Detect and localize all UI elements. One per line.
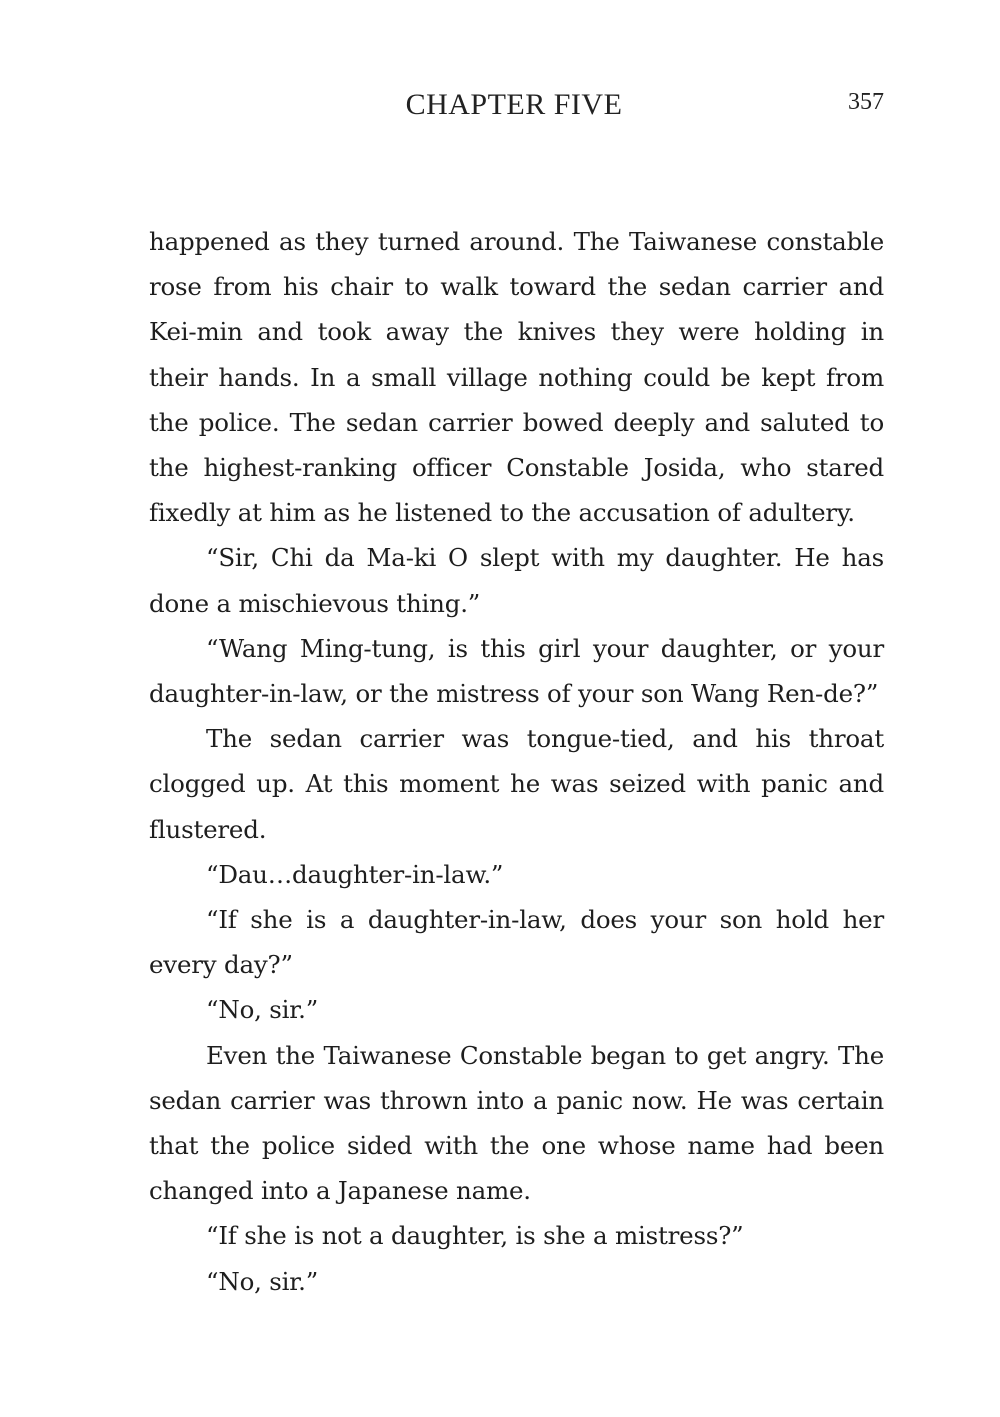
running-header [0,88,1000,128]
paragraph-dialogue: “No, sir.” [206,995,319,1025]
paragraph-continued: happened as they turned around. The Taiwanese constable rose from his chair to walk toward the sedan carrier and Kei-min and took away the knives they were holding in their hands. In a small village nothing could be kept from the police. The sedan carrier bowed deeply and saluted to the highest-ranking officer Constable Josida, who stared fixedly at him as he listened to the accusation of adultery. [149,227,884,528]
paragraph-dialogue: “Sir, Chi da Ma-ki O slept with my daughter. He has done a mischievous thing.” [149,543,884,618]
paragraph-dialogue: “Dau…daughter-in-law.” [206,859,504,889]
body-text [149,219,884,1304]
paragraph-dialogue: “If she is not a daughter, is she a mistress?” [206,1221,744,1251]
paragraph-narrative: Even the Taiwanese Constable began to get angry. The sedan carrier was thrown into a panic now. He was certain that the police sided with the one whose name had been changed into a Japanese name. [149,1040,884,1206]
page-number: 357 [848,89,884,115]
paragraph-narrative: The sedan carrier was tongue-tied, and his throat clogged up. At this moment he was seized with panic and flustered. [149,724,884,844]
paragraph-dialogue: “Wang Ming-tung, is this girl your daughter, or your daughter-in-law, or the mistress of your son Wang Ren-de?” [149,633,884,709]
chapter-title: CHAPTER FIVE [405,88,623,121]
paragraph-dialogue: “If she is a daughter-in-law, does your son hold her every day?” [149,905,884,980]
paragraph-dialogue: “No, sir.” [206,1266,319,1296]
